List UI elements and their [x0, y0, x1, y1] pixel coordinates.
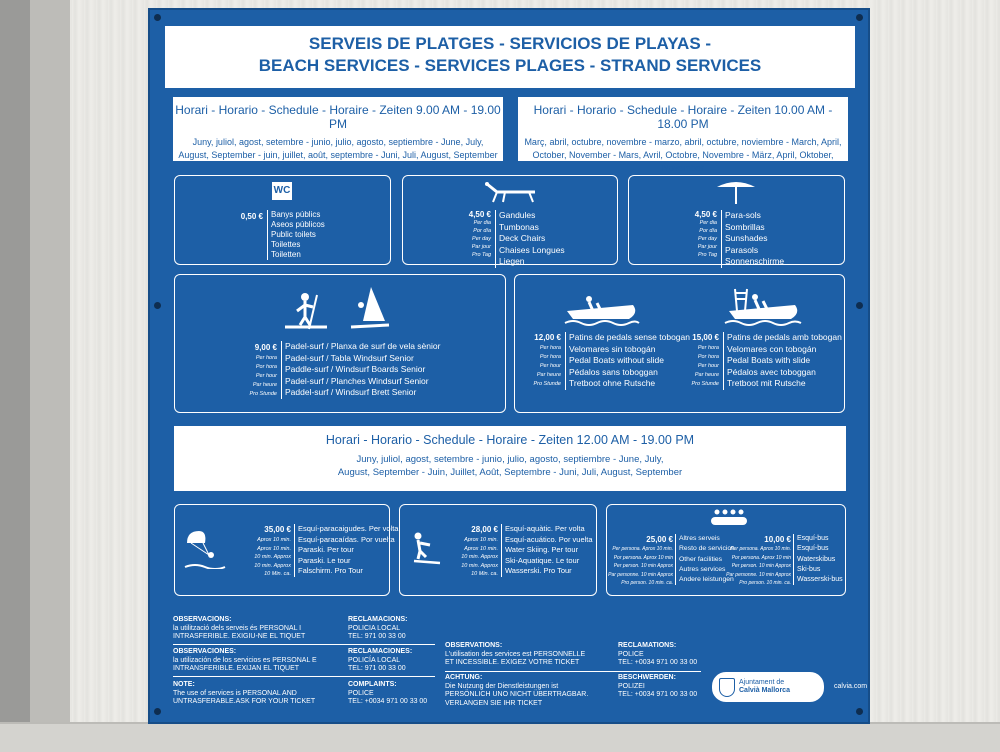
wc-price: 0,50 €: [240, 212, 263, 221]
paddle-price: 9,00 €: [254, 343, 277, 352]
logo-line: Calvià Mallorca: [739, 687, 790, 694]
schedule-months: [518, 136, 848, 175]
label-line: Autres services: [679, 565, 726, 573]
waterski-price: 28,00 €: [471, 525, 498, 534]
footer-text: POLICE: [618, 650, 644, 658]
label-line: Padel-surf / Planches Windsurf Senior: [285, 375, 429, 386]
unit-line: Por día: [699, 228, 717, 234]
schedule-spring-autumn: [518, 97, 848, 173]
beschwerden-de: [618, 674, 708, 700]
label-line: Velomares sin tobogán: [569, 343, 656, 354]
wall-post-face: [30, 0, 70, 750]
paddle-surf-icon: [283, 291, 329, 331]
footer-heading: OBSERVACIONES:: [173, 648, 237, 655]
umbrellas-labels: [721, 210, 784, 268]
unit-line: 10 Min. ca.: [471, 571, 498, 577]
sign-title: [165, 26, 855, 88]
footer-heading: RECLAMACIONES:: [348, 648, 413, 655]
unit-line: Per hour: [255, 373, 277, 379]
unit-line: Pro Tag: [471, 252, 491, 258]
pedal-boat-slide-icon: [723, 283, 803, 327]
label-line: Wasserski. Pro Tour: [505, 566, 572, 575]
unit-line: Per hora: [255, 355, 277, 361]
unit-line: Pro Tag: [697, 252, 717, 258]
observations-ca: [173, 616, 318, 642]
ski-bus-labels: [793, 534, 843, 585]
waterski-labels: [501, 524, 593, 577]
wc-labels: [267, 210, 325, 260]
unit-line: Pro Stunde: [533, 381, 561, 387]
unit-line: Aprox 10 min.: [464, 545, 498, 552]
unit-line: Per hour: [697, 363, 719, 369]
months-line: October, November - Mars, Avril, Octobre, Novembre - März, April, Oktober, November: [532, 150, 834, 173]
unit-line: Par heure: [252, 382, 277, 388]
unit-line: Per day: [472, 236, 491, 242]
footer-divider: [173, 676, 435, 677]
footer-phone: TEL: +0034 971 00 33 00: [618, 691, 698, 698]
ski-bus-price: 10,00 €: [764, 535, 791, 544]
note-en: [173, 681, 323, 707]
others-price: 25,00 €: [646, 535, 673, 544]
pedal-no-slide-units: [523, 344, 561, 389]
label-line: Liegen: [499, 256, 525, 266]
label-line: Aseos públicos: [271, 220, 325, 229]
parasail-price: 35,00 €: [264, 525, 291, 534]
chairs-units: [451, 219, 491, 259]
unit-line: Par heure: [536, 372, 561, 378]
footer-heading: OBSERVATIONS:: [445, 642, 503, 649]
unit-line: Par heure: [694, 372, 719, 378]
label-line: Deck Chairs: [499, 233, 546, 243]
footer-phone: TEL: +0034 971 00 33 00: [618, 659, 698, 666]
months-line: August, September - Juin, Juillet, Août, Septembre - Juni, Juli, August, September: [337, 467, 683, 478]
unit-line: 10 min. Approx: [254, 554, 291, 560]
unit-line: Per persona. Aprox 10 min.: [730, 546, 791, 552]
footer-heading: NOTE:: [173, 681, 195, 688]
label-line: Altres serveis: [679, 535, 720, 542]
parasail-icon: [183, 529, 227, 569]
parasail-units: [231, 536, 291, 579]
label-line: Pedal Boats without slide: [569, 355, 664, 365]
months-line: Juny, juliol, agost, setembre - junio, julio, agosto, septiembre - June, July,: [356, 454, 664, 465]
label-line: Padel-surf / Planxa de surf de vela sènior: [285, 341, 441, 351]
label-line: Andere leistungen: [679, 576, 734, 584]
footer-phone: TEL: 971 00 33 00: [348, 633, 406, 640]
reclamations-fr: [618, 642, 708, 668]
schedule-summer: [173, 97, 503, 161]
logo-text: [739, 679, 819, 695]
label-line: Tumbonas: [499, 221, 539, 232]
pedal-slide-units: [681, 344, 719, 389]
label-line: Padel-surf / Tabla Windsurf Senior: [285, 352, 414, 363]
footer-heading: COMPLAINTS:: [348, 681, 397, 688]
footer-text: L'utilisation des services est PERSONNELLE ET INCESSIBLE. EXIGEZ VOTRE TICKET: [445, 650, 586, 666]
footer-text: POLICE: [348, 689, 374, 697]
footer-text: POLIZEI: [618, 682, 645, 690]
months-line: Març, abril, octubre, novembre - marzo, abril, octubre, noviembre - March, April,: [524, 137, 842, 147]
complaints-es: [348, 648, 438, 674]
water-ski-icon: [410, 531, 444, 565]
umbrellas-units: [677, 219, 717, 259]
unit-line: Por hora: [539, 354, 561, 360]
deck-chair-icon: [483, 178, 541, 204]
title-line-2: BEACH SERVICES - SERVICES PLAGES - STRAND SERVICES: [258, 56, 762, 75]
pedal-slide-labels: [723, 332, 842, 390]
unit-line: Per persona. Aprox 10 min.: [612, 546, 673, 552]
complaints-en: [348, 681, 443, 707]
schedule-heading: Horari - Horario - Schedule - Horaire - Zeiten 9.00 AM - 19.00 PM: [175, 103, 501, 131]
paddle-units: [225, 354, 277, 399]
unit-line: 10 min. Approx: [461, 562, 498, 569]
wc-box: [174, 175, 391, 265]
bolt-icon: [856, 708, 863, 715]
unit-line: Por persona. Aprox 10 min: [613, 554, 673, 561]
label-line: Esquí-paracaídas. Por vuelta: [298, 534, 395, 544]
unit-line: Por hora: [255, 364, 277, 370]
website-url: calvia.com: [834, 683, 868, 690]
unit-line: 10 min. Approx: [461, 554, 498, 560]
unit-line: 10 Min. ca.: [264, 571, 291, 577]
title-line-1: SERVEIS DE PLATGES - SERVICIOS DE PLAYAS -: [308, 34, 712, 53]
label-line: Esquí-bus: [797, 535, 829, 542]
unit-line: Par jour: [471, 244, 491, 250]
unit-line: Pro person. 10 min. ca.: [739, 580, 791, 586]
label-line: Patins de pedals sense tobogan: [569, 332, 690, 342]
label-line: Paraski. Le tour: [298, 555, 351, 565]
label-line: Paddel-surf / Windsurf Brett Senior: [285, 387, 417, 397]
footer-divider: [445, 671, 701, 672]
others-units: [607, 545, 673, 588]
unit-line: Per dia: [699, 220, 717, 226]
label-line: Toiletten: [271, 250, 301, 259]
label-line: Banys públics: [271, 210, 321, 219]
waterski-units: [440, 536, 498, 579]
label-line: Gandules: [499, 210, 536, 220]
footer-heading: RECLAMACIONS:: [348, 616, 408, 623]
unit-line: Par personne. 10 min Approx: [726, 571, 791, 578]
logo-line: Ajuntament de: [739, 679, 785, 686]
schedule-months: [174, 453, 846, 479]
unit-line: 10 min. Approx: [254, 562, 291, 569]
label-line: Esquí-aquàtic. Per volta: [505, 524, 585, 533]
wall-post: [0, 0, 30, 750]
label-line: Sunshades: [725, 233, 768, 243]
unit-line: Aprox 10 min.: [464, 537, 498, 543]
unit-line: Pro person. 10 min. ca.: [621, 580, 673, 586]
label-line: Tretboot mit Rutsche: [727, 378, 806, 388]
paddle-surf-box: [174, 274, 506, 413]
deck-chairs-box: [402, 175, 618, 265]
label-line: Sombrillas: [725, 221, 765, 232]
unit-line: Per dia: [473, 220, 491, 226]
label-line: Paraski. Per tour: [298, 545, 354, 554]
chairs-labels: [495, 210, 565, 268]
label-line: Patins de pedals amb tobogan: [727, 332, 842, 342]
label-line: Wasserski-bus: [797, 576, 843, 584]
footer-text: Die Nutzung der Dienstleistungen ist PERSÖNLICH UNO NICHT ÜBERTRAGBAR. VERLANGEN SIE IHR TICKET: [445, 682, 589, 707]
footer-heading: RECLAMATIONS:: [618, 642, 677, 649]
label-line: Waterskibus: [797, 555, 836, 563]
paddle-labels: [281, 341, 440, 399]
bolt-icon: [856, 302, 863, 309]
water-skiing-box: [399, 504, 597, 596]
coat-of-arms-icon: [719, 678, 735, 697]
schedule-months: [173, 136, 503, 162]
umbrella-icon: [715, 179, 757, 205]
label-line: Public toilets: [271, 230, 316, 239]
label-line: Water Skiing. Per tour: [505, 545, 579, 554]
label-line: Pédalos avec toboggan: [727, 366, 816, 377]
bolt-icon: [154, 708, 161, 715]
unit-line: Por persona. Aprox 10 min: [731, 554, 791, 561]
unit-line: Pro Stunde: [691, 381, 719, 387]
bolt-icon: [154, 14, 161, 21]
label-line: Other facilities: [679, 555, 723, 563]
months-line: Juny, juliol, agost, setembre - junio, julio, agosto, septiembre - June, July,: [192, 137, 484, 147]
label-line: Falschirm. Pro Tour: [298, 566, 363, 575]
unit-line: Par personne. 10 min Approx: [608, 571, 673, 578]
unit-line: Por hora: [697, 354, 719, 360]
label-line: Chaises Longues: [499, 244, 565, 255]
label-line: Velomares con tobogán: [727, 343, 817, 354]
label-line: Pedal Boats with slide: [727, 355, 811, 365]
label-line: Pédalos sans toboggan: [569, 366, 658, 377]
label-line: Sonnenschirme: [725, 256, 785, 266]
unit-line: Par jour: [697, 244, 717, 250]
pedal-boats-box: [514, 274, 845, 413]
sunshades-box: [628, 175, 845, 265]
label-line: Para-sols: [725, 210, 761, 220]
bolt-icon: [154, 302, 161, 309]
footer-phone: TEL: +0034 971 00 33 00: [348, 698, 428, 705]
unit-line: Per person. 10 min Approx: [731, 563, 791, 569]
footer-text: la utilización de los servicios es PERSONAL E INTRANSFERIBLE. EXIJAN EL TIQUET: [173, 656, 317, 672]
label-line: Esquí-paracaigudes. Per volta: [298, 524, 399, 533]
unit-line: Por día: [473, 228, 491, 234]
schedule-heading: Horari - Horario - Schedule - Horaire - Zeiten 10.00 AM - 18.00 PM: [533, 103, 833, 131]
umbrellas-price: 4,50 €: [694, 210, 717, 219]
pedal-slide-price: 15,00 €: [692, 333, 719, 342]
achtung-de: [445, 674, 595, 708]
footer-text: The use of services is PERSONAL AND UNTRASFERABLE.ASK FOR YOUR TICKET: [173, 689, 316, 705]
label-line: Parasols: [725, 244, 759, 255]
unit-line: Per day: [698, 236, 717, 242]
footer-divider: [173, 644, 435, 645]
observations-fr: [445, 642, 595, 668]
pedal-no-slide-price: 12,00 €: [534, 333, 561, 342]
schedule-watersports: [174, 426, 846, 491]
label-line: Ski-Aquatique. Le tour: [505, 555, 580, 565]
other-services-box: [606, 504, 846, 596]
observations-es: [173, 648, 323, 674]
unit-line: Per hour: [539, 363, 561, 369]
label-line: Esquí-acuático. Por vuelta: [505, 534, 593, 544]
complaints-ca: [348, 616, 438, 642]
wc-icon: WC: [272, 182, 292, 200]
windsurf-icon: [349, 285, 391, 331]
footer-heading: ACHTUNG:: [445, 674, 483, 681]
label-line: Toilettes: [271, 240, 301, 249]
unit-line: Per hora: [539, 345, 561, 351]
label-line: Tretboot ohne Rutsche: [569, 378, 656, 388]
unit-line: Pro Stunde: [249, 391, 277, 397]
unit-line: Aprox 10 min.: [257, 545, 291, 552]
unit-line: Per hora: [697, 345, 719, 351]
calvia-logo: [712, 672, 824, 702]
footer-heading: OBSERVACIONS:: [173, 616, 232, 623]
label-line: Esquí-bus: [797, 545, 829, 553]
footer-text: POLICÍA LOCAL: [348, 656, 401, 664]
ski-bus-units: [725, 545, 791, 588]
wall-ledge: [0, 722, 1000, 752]
chairs-price: 4,50 €: [468, 210, 491, 219]
pedal-no-slide-labels: [565, 332, 690, 390]
footer-phone: TEL: 971 00 33 00: [348, 665, 406, 672]
parasail-labels: [294, 524, 398, 577]
unit-line: Aprox 10 min.: [257, 537, 291, 543]
parasailing-box: [174, 504, 399, 596]
ski-bus-icon: [709, 507, 749, 527]
months-line: August, September - juin, juillet, août, septembre - Juni, Juli, August, September: [178, 150, 498, 160]
label-line: Ski-bus: [797, 565, 821, 573]
label-line: Resto de servicios: [679, 545, 735, 553]
unit-line: Per person. 10 min Approx: [613, 563, 673, 569]
footer-text: la utilització dels serveis és PERSONAL I INTRASFERIBLE. EXIGIU-NE EL TIQUET: [173, 624, 306, 640]
bolt-icon: [856, 14, 863, 21]
label-line: Paddle-surf / Windsurf Boards Senior: [285, 364, 426, 374]
beach-services-sign: [150, 10, 868, 722]
footer-text: POLICIA LOCAL: [348, 624, 401, 632]
footer-heading: BESCHWERDEN:: [618, 674, 676, 681]
schedule-heading: Horari - Horario - Schedule - Horaire - Zeiten 12.00 AM - 19.00 PM: [325, 433, 695, 447]
pedal-boat-icon: [563, 291, 641, 327]
